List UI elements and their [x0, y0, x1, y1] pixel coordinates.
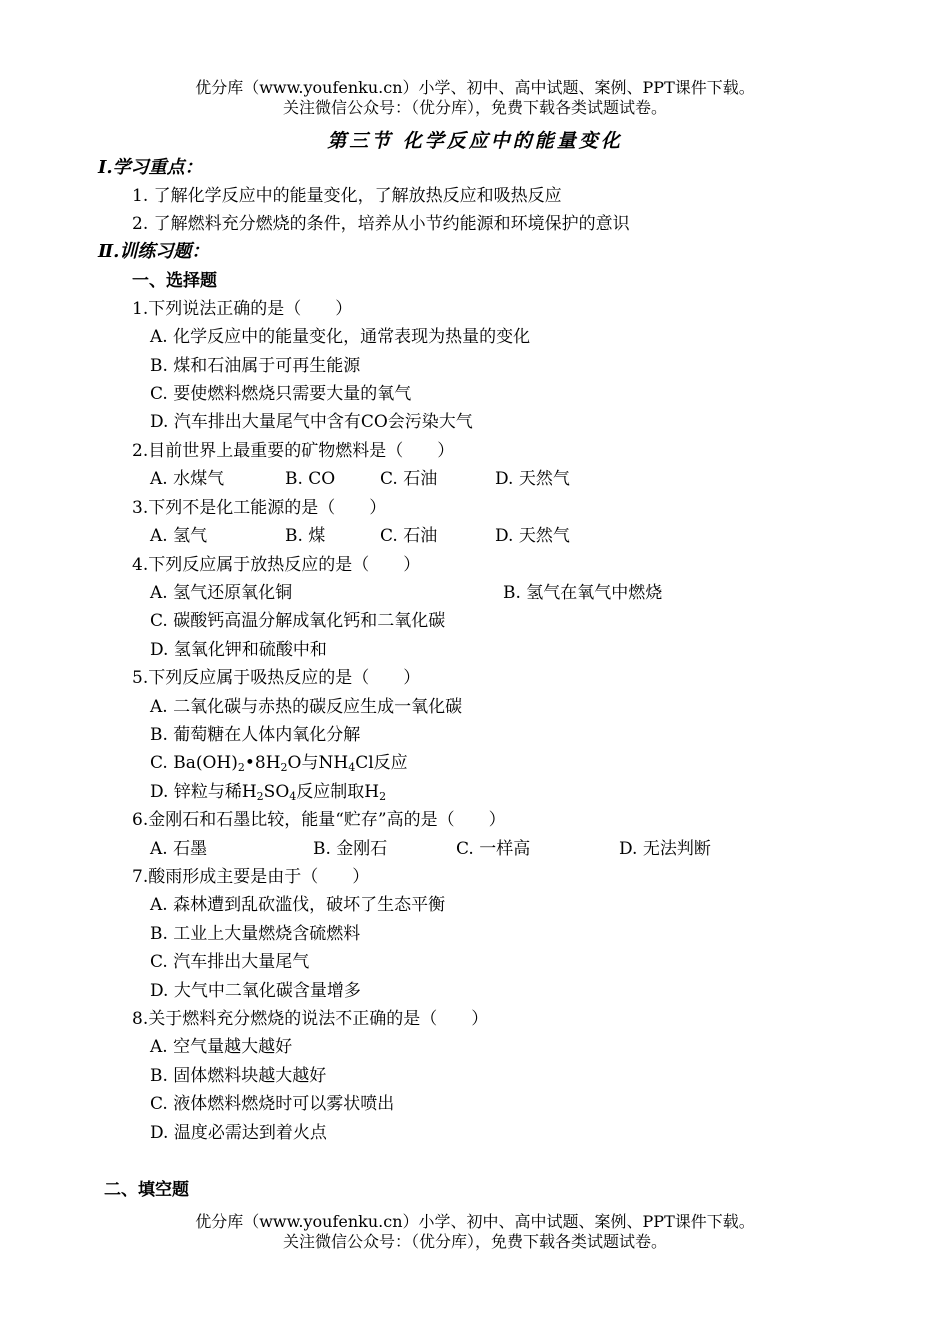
header-line-2: 关注微信公众号：（优分库），免费下载各类试题试卷。	[282, 98, 667, 117]
q1-option-c: C. 要使燃料燃烧只需要大量的氧气	[150, 384, 412, 404]
q5-option-a: A. 二氧化碳与赤热的碳反应生成一氧化碳	[150, 697, 463, 717]
q5-d-text-1: D. 锌粒与稀H	[150, 782, 257, 802]
q5-c-sub-3: 4	[348, 761, 356, 774]
q8-option-a: A. 空气量越大越好	[150, 1037, 293, 1057]
q2-option-b: B. CO	[285, 469, 336, 489]
q1-option-d: D. 汽车排出大量尾气中含有CO会污染大气	[150, 412, 473, 432]
page-title: 第三节 化学反应中的能量变化	[327, 130, 623, 152]
q3-option-b: B. 煤	[285, 526, 326, 546]
q5-option-d	[150, 780, 386, 804]
q6-option-b: B. 金刚石	[313, 839, 388, 859]
q4-stem: 4.下列反应属于放热反应的是（ ）	[132, 555, 421, 575]
q6-option-a: A. 石墨	[150, 839, 208, 859]
q3-option-c: C. 石油	[380, 526, 438, 546]
q5-c-sub-1: 2	[237, 761, 245, 774]
q5-d-sub-1: 2	[256, 790, 264, 803]
q1-option-a: A. 化学反应中的能量变化，通常表现为热量的变化	[150, 327, 531, 347]
q2-stem: 2.目前世界上最重要的矿物燃料是（ ）	[132, 441, 455, 461]
q3-stem: 3.下列不是化工能源的是（ ）	[132, 498, 387, 518]
q8-option-d: D. 温度必需达到着火点	[150, 1123, 327, 1143]
q5-c-text-2: •8H	[244, 753, 281, 773]
section-1-heading: Ⅰ.学习重点：	[98, 157, 203, 178]
q6-option-c: C. 一样高	[456, 839, 531, 859]
q4-option-a: A. 氢气还原氧化铜	[150, 583, 293, 603]
q2-option-d: D. 天然气	[495, 469, 570, 489]
footer-line-1: 优分库（www.youfenku.cn）小学、初中、高中试题、案例、PPT课件下载。	[195, 1212, 755, 1231]
objective-2: 2. 了解燃料充分燃烧的条件，培养从小节约能源和环境保护的意识	[132, 214, 630, 234]
q8-option-c: C. 液体燃料燃烧时可以雾状喷出	[150, 1094, 395, 1114]
q7-option-d: D. 大气中二氧化碳含量增多	[150, 981, 361, 1001]
header-line-1: 优分库（www.youfenku.cn）小学、初中、高中试题、案例、PPT课件下载。	[195, 78, 755, 97]
q8-stem: 8.关于燃料充分燃烧的说法不正确的是（ ）	[132, 1009, 489, 1029]
q5-c-text-4: Cl反应	[355, 753, 408, 773]
q5-d-text-3: 反应制取H	[296, 782, 380, 802]
q4-option-d: D. 氢氧化钾和硫酸中和	[150, 640, 327, 660]
q3-option-a: A. 氢气	[150, 526, 208, 546]
q5-option-c	[150, 751, 408, 775]
objective-1: 1. 了解化学反应中的能量变化，了解放热反应和吸热反应	[132, 186, 562, 206]
footer-line-2: 关注微信公众号：（优分库），免费下载各类试题试卷。	[282, 1232, 667, 1251]
q5-c-sub-2: 2	[280, 761, 288, 774]
part-2-title: 二、填空题	[104, 1180, 189, 1200]
q5-c-text-3: O与NH	[287, 753, 349, 773]
q5-c-text-1: C. Ba(OH)	[150, 753, 238, 773]
q5-option-b: B. 葡萄糖在人体内氧化分解	[150, 725, 361, 745]
q1-option-b: B. 煤和石油属于可再生能源	[150, 356, 361, 376]
q1-stem: 1.下列说法正确的是（ ）	[132, 299, 353, 319]
q8-option-b: B. 固体燃料块越大越好	[150, 1066, 327, 1086]
q2-option-c: C. 石油	[380, 469, 438, 489]
q3-option-d: D. 天然气	[495, 526, 570, 546]
q7-option-c: C. 汽车排出大量尾气	[150, 952, 310, 972]
q7-stem: 7.酸雨形成主要是由于（ ）	[132, 867, 370, 887]
part-1-title: 一、选择题	[132, 271, 217, 291]
section-2-heading: Ⅱ.训练习题：	[98, 241, 210, 262]
q2-option-a: A. 水煤气	[150, 469, 225, 489]
q7-option-a: A. 森林遭到乱砍滥伐，破坏了生态平衡	[150, 895, 446, 915]
q5-d-sub-3: 2	[379, 790, 387, 803]
q5-stem: 5.下列反应属于吸热反应的是（ ）	[132, 668, 421, 688]
q7-option-b: B. 工业上大量燃烧含硫燃料	[150, 924, 361, 944]
q5-d-text-2: SO	[263, 782, 290, 802]
q6-stem: 6.金刚石和石墨比较，能量“贮存”高的是（ ）	[132, 810, 506, 830]
q4-option-c: C. 碳酸钙高温分解成氧化钙和二氧化碳	[150, 611, 446, 631]
q4-option-b: B. 氢气在氧气中燃烧	[503, 583, 663, 603]
q5-d-sub-2: 4	[289, 790, 297, 803]
q6-option-d: D. 无法判断	[619, 839, 711, 859]
